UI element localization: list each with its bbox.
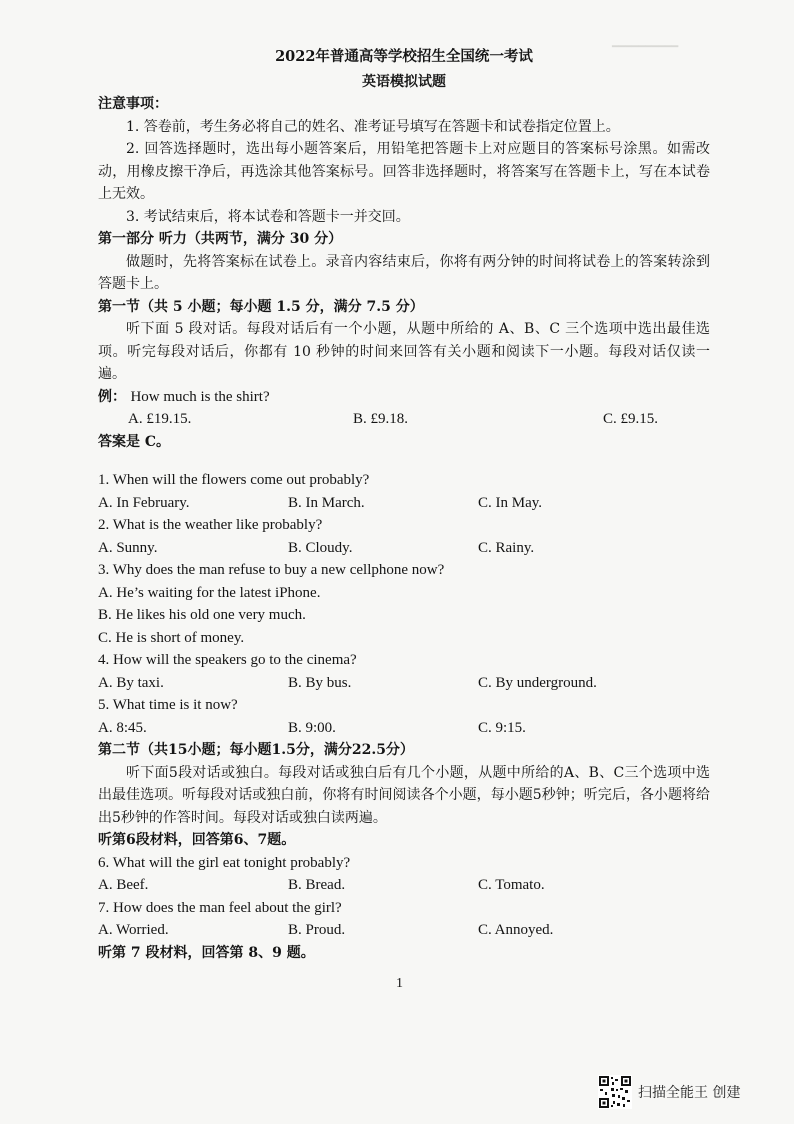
example-answer: 答案是 C。 bbox=[98, 433, 171, 450]
q1-option-b: B. In March. bbox=[288, 494, 365, 511]
question-4: 4. How will the speakers go to the cinema? bbox=[98, 652, 357, 668]
q6-option-b: B. Bread. bbox=[288, 877, 346, 893]
example-label: 例： bbox=[98, 388, 126, 405]
material-6-heading: 听第6段材料，回答第6、7题。 bbox=[98, 832, 296, 848]
notice-heading: 注意事项： bbox=[98, 96, 168, 112]
q4-option-c: C. By underground. bbox=[478, 674, 597, 691]
notice-item-2: 2. 回答选择题时，选出每小题答案后，用铅笔把答题卡上对应题目的答案标号涂黑。如需改动，用橡皮擦干净后，再选涂其他答案标号。回答非选择题时，将答案写在答题卡上，写在本试卷上无效。 bbox=[98, 141, 710, 202]
example-option-c: C. £9.15. bbox=[603, 411, 659, 427]
question-7-options bbox=[98, 919, 710, 942]
q7-option-b: B. Proud. bbox=[288, 922, 346, 938]
q6-option-c: C. Tomato. bbox=[478, 877, 545, 893]
q3-option-c: C. He is short of money. bbox=[98, 629, 245, 646]
question-6: 6. What will the girl eat tonight probably? bbox=[98, 854, 351, 871]
bleed-through-text: ━━━━━━━━━━ bbox=[612, 41, 679, 53]
material-7-heading: 听第 7 段材料，回答第 8、9 题。 bbox=[98, 944, 315, 961]
q5-option-a: A. 8:45. bbox=[98, 719, 147, 736]
page-number: 1 bbox=[396, 976, 403, 991]
section1-intro: 听下面 5 段对话。每段对话后有一个小题，从题中所给的 A、B、C 三个选项中选出最佳选项。听完每段对话后，你都有 10 秒钟的时间来回答有关小题和阅读下一小题。每段对话仅读一遍。 bbox=[98, 321, 710, 382]
example-question-text: How much is the shirt? bbox=[130, 388, 270, 405]
question-5-options bbox=[98, 717, 710, 740]
example-options bbox=[98, 408, 710, 431]
scanner-watermark bbox=[598, 1075, 740, 1109]
example-option-b: B. £9.18. bbox=[353, 411, 409, 427]
notice-item-1: 1. 答卷前，考生务必将自己的姓名、准考证号填写在答题卡和试卷指定位置上。 bbox=[126, 118, 620, 135]
page-content bbox=[98, 46, 710, 964]
example-option-a: A. £19.15. bbox=[128, 411, 192, 427]
question-3: 3. Why does the man refuse to buy a new cellphone now? bbox=[98, 562, 445, 578]
section1-heading: 第一节（共 5 小题；每小题 1.5 分，满分 7.5 分） bbox=[98, 298, 424, 315]
q2-option-b: B. Cloudy. bbox=[288, 539, 353, 556]
question-7: 7. How does the man feel about the girl? bbox=[98, 899, 342, 916]
q4-option-a: A. By taxi. bbox=[98, 674, 164, 691]
q7-option-c: C. Annoyed. bbox=[478, 922, 554, 938]
question-2: 2. What is the weather like probably? bbox=[98, 517, 323, 533]
question-4-options bbox=[98, 672, 710, 695]
q1-option-c: C. In May. bbox=[478, 494, 543, 511]
q5-option-b: B. 9:00. bbox=[288, 719, 336, 736]
question-2-options bbox=[98, 537, 710, 560]
q1-option-a: A. In February. bbox=[98, 494, 190, 511]
part1-heading: 第一部分 听力（共两节，满分 30 分） bbox=[98, 231, 343, 247]
section2-intro: 听下面5段对话或独白。每段对话或独白后有几个小题，从题中所给的A、B、C三个选项中选出最佳选项。听每段对话或独白前，你将有时间阅读各个小题，每小题5秒钟；听完后，各小题将给出5秒钟的作答时间。每段对话或独白读两遍。 bbox=[98, 764, 710, 826]
q7-option-a: A. Worried. bbox=[98, 922, 169, 938]
notice-item-3: 3. 考试结束后，将本试卷和答题卡一并交回。 bbox=[126, 208, 410, 225]
q2-option-c: C. Rainy. bbox=[478, 539, 535, 556]
scanner-app-text: 扫描全能王 创建 bbox=[638, 1085, 741, 1101]
qr-code-icon bbox=[598, 1075, 632, 1109]
section2-heading: 第二节（共15小题；每小题1.5分，满分22.5分） bbox=[98, 742, 414, 758]
example-question bbox=[98, 386, 710, 409]
exam-subtitle: 英语模拟试题 bbox=[362, 73, 446, 90]
q5-option-c: C. 9:15. bbox=[478, 719, 526, 736]
question-5: 5. What time is it now? bbox=[98, 697, 238, 713]
q4-option-b: B. By bus. bbox=[288, 674, 352, 691]
q3-option-a: A. He’s waiting for the latest iPhone. bbox=[98, 584, 321, 601]
question-1-options bbox=[98, 492, 710, 515]
question-1: 1. When will the flowers come out probably? bbox=[98, 472, 370, 488]
question-6-options bbox=[98, 874, 710, 897]
q2-option-a: A. Sunny. bbox=[98, 539, 158, 556]
exam-title: 2022年普通高等学校招生全国统一考试 bbox=[275, 48, 533, 65]
q3-option-b: B. He likes his old one very much. bbox=[98, 607, 306, 623]
part1-intro: 做题时，先将答案标在试卷上。录音内容结束后，你将有两分钟的时间将试卷上的答案转涂到答题卡上。 bbox=[98, 253, 710, 292]
q6-option-a: A. Beef. bbox=[98, 877, 149, 893]
